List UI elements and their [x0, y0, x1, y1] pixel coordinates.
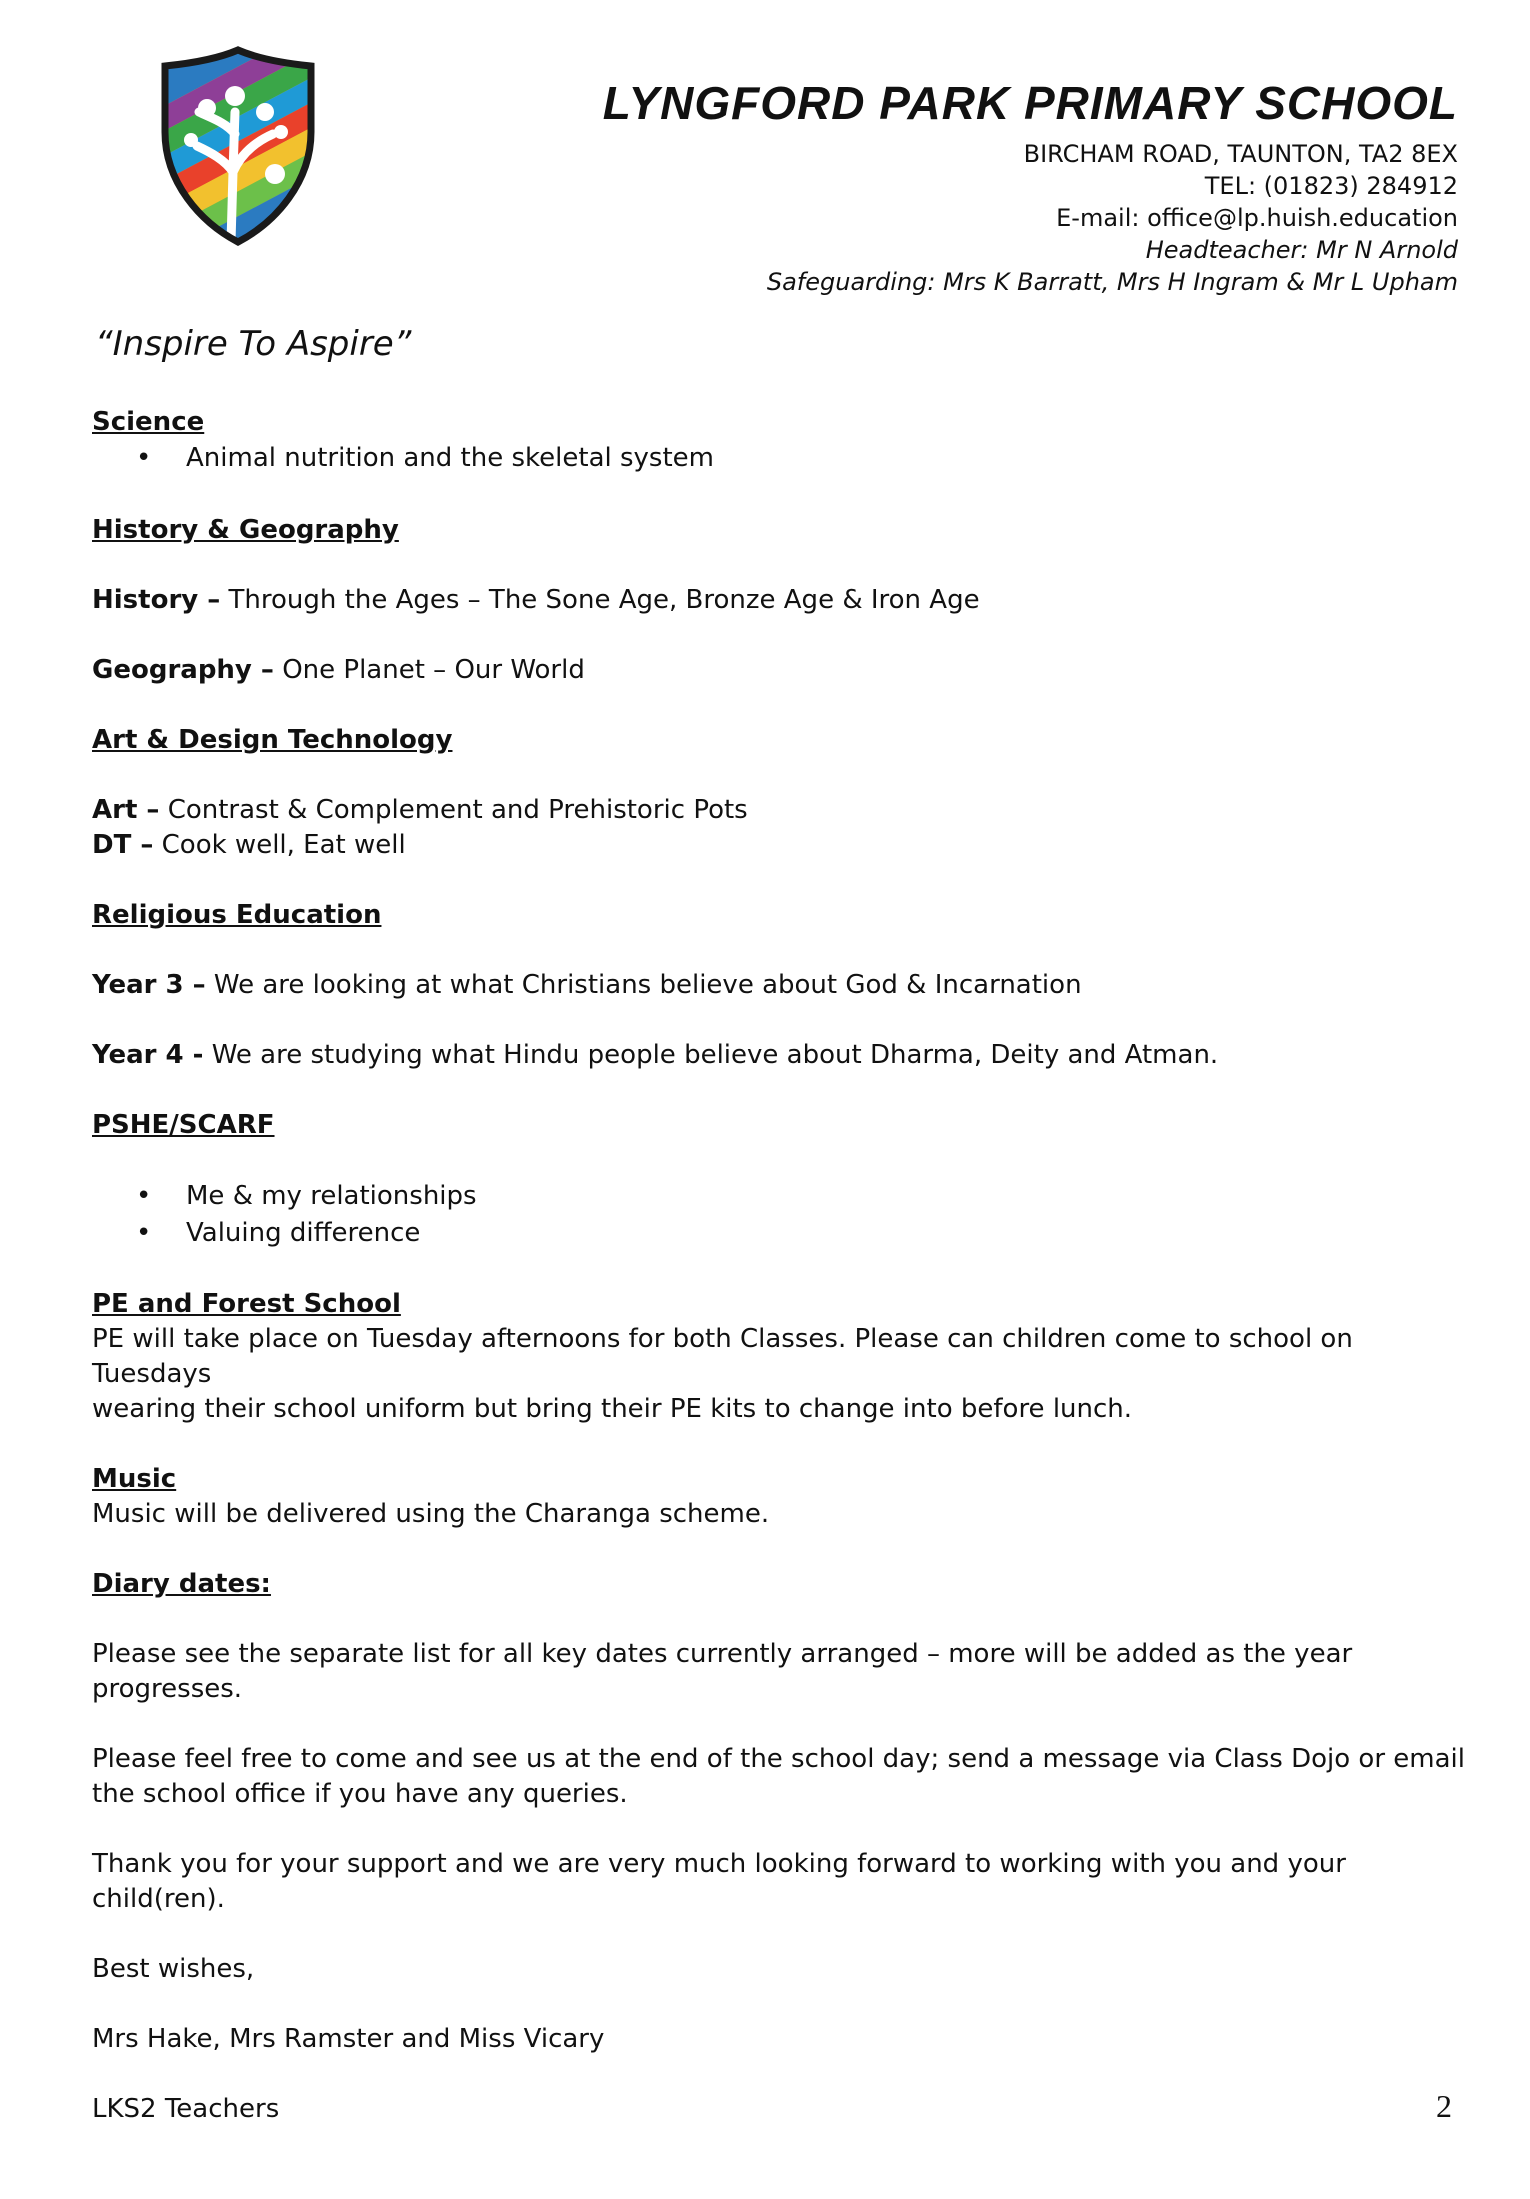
music-text: Music will be delivered using the Charanga scheme. — [92, 1499, 770, 1529]
geography-line — [92, 653, 1472, 688]
art-text: Contrast & Complement and Prehistoric Pots — [159, 795, 748, 825]
contact-paragraph-line1: Please feel free to come and see us at the end of the school day; send a message via Class Dojo or email — [92, 1744, 1465, 1774]
school-telephone: TEL: (01823) 284912 — [1204, 172, 1458, 200]
pshe-list — [92, 1178, 1472, 1252]
pe-text-line2: wearing their school uniform but bring their PE kits to change into before lunch. — [92, 1394, 1133, 1424]
geography-label: Geography – — [92, 655, 274, 685]
dt-label: DT – — [92, 830, 154, 860]
school-address: BIRCHAM ROAD, TAUNTON, TA2 8EX — [1023, 140, 1458, 168]
thank-you-paragraph: Thank you for your support and we are very much looking forward to working with you and your child(ren). — [92, 1849, 1346, 1914]
year3-line — [92, 968, 1472, 1003]
year3-label: Year 3 – — [92, 970, 206, 1000]
school-crest-shield-tree-icon — [155, 42, 321, 250]
letterhead — [603, 74, 1458, 298]
safeguarding-line: Safeguarding: Mrs K Barratt, Mrs H Ingram & Mr L Upham — [766, 268, 1458, 296]
art-label: Art – — [92, 795, 160, 825]
dt-line — [92, 828, 1472, 863]
letter-body — [92, 405, 1472, 2127]
year4-text: We are studying what Hindu people believe about Dharma, Deity and Atman. — [203, 1040, 1219, 1070]
contact-paragraph-line2: the school office if you have any queries. — [92, 1779, 628, 1809]
pe-text-line1: PE will take place on Tuesday afternoons for both Classes. Please can children come to school on Tuesdays — [92, 1324, 1353, 1389]
dt-text: Cook well, Eat well — [153, 830, 406, 860]
school-email: E-mail: office@lp.huish.education — [1056, 204, 1458, 232]
year4-line — [92, 1038, 1472, 1073]
sign-off: Best wishes, — [92, 1954, 255, 1984]
history-line — [92, 583, 1472, 618]
pshe-heading: PSHE/SCARF — [92, 1110, 275, 1140]
art-dt-heading: Art & Design Technology — [92, 725, 453, 755]
re-heading: Religious Education — [92, 900, 382, 930]
music-heading: Music — [92, 1464, 177, 1494]
science-heading: Science — [92, 407, 205, 437]
year3-text: We are looking at what Christians believe about God & Incarnation — [205, 970, 1082, 1000]
page-number: 2 — [1436, 2088, 1452, 2124]
list-item: • Animal nutrition and the skeletal system — [92, 440, 1472, 477]
school-motto: “Inspire To Aspire” — [95, 324, 412, 364]
history-label: History – — [92, 585, 221, 615]
year4-label: Year 4 - — [92, 1040, 204, 1070]
list-item: • Valuing difference — [92, 1215, 1472, 1252]
science-list — [92, 440, 1472, 477]
art-line — [92, 793, 1472, 828]
signatory-role: LKS2 Teachers — [92, 2094, 280, 2124]
history-text: Through the Ages – The Sone Age, Bronze Age & Iron Age — [220, 585, 980, 615]
pe-heading: PE and Forest School — [92, 1289, 401, 1319]
geography-text: One Planet – Our World — [273, 655, 585, 685]
school-name: LYNGFORD PARK PRIMARY SCHOOL — [602, 77, 1458, 129]
signatories: Mrs Hake, Mrs Ramster and Miss Vicary — [92, 2024, 605, 2054]
headteacher-line: Headteacher: Mr N Arnold — [1145, 236, 1458, 264]
diary-paragraph: Please see the separate list for all key dates currently arranged – more will be added as the year progresses. — [92, 1639, 1353, 1704]
diary-heading: Diary dates: — [92, 1569, 271, 1599]
history-geography-heading: History & Geography — [92, 515, 399, 545]
list-item: • Me & my relationships — [92, 1178, 1472, 1215]
